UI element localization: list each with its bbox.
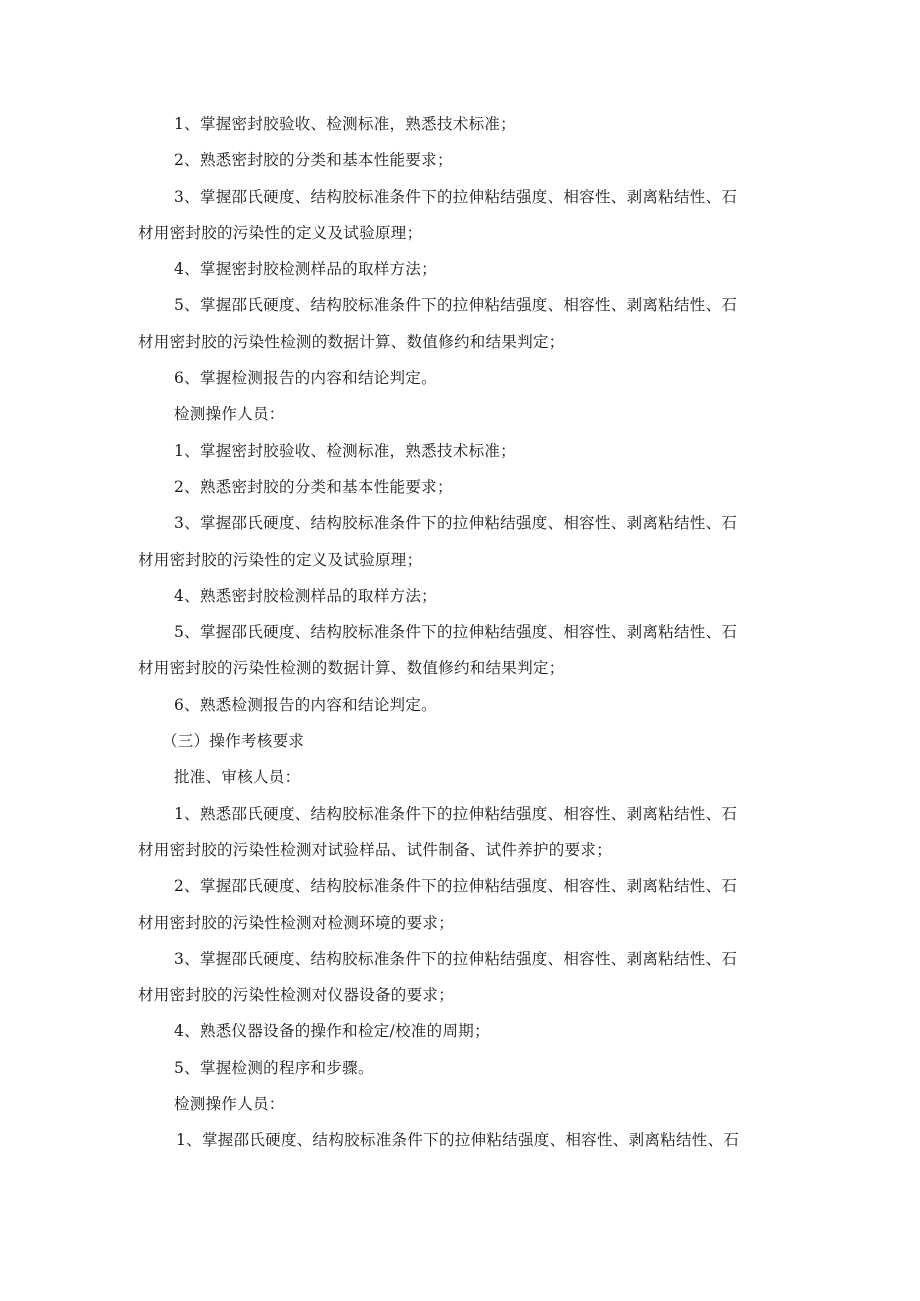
text-line: 1、掌握邵氏硬度、结构胶标准条件下的拉伸粘结强度、相容性、剥离粘结性、石	[176, 1131, 740, 1150]
text-line: 材用密封胶的污染性的定义及试验原理；	[138, 223, 423, 242]
text-line: 6、熟悉检测报告的内容和结论判定。	[174, 695, 437, 714]
text-line: 材用密封胶的污染性的定义及试验原理；	[138, 550, 423, 569]
text-line: 3、掌握邵氏硬度、结构胶标准条件下的拉伸粘结强度、相容性、剥离粘结性、石	[174, 949, 738, 968]
text-line: 1、掌握密封胶验收、检测标准，熟悉技术标准；	[174, 115, 516, 133]
text-line: 5、掌握邵氏硬度、结构胶标准条件下的拉伸粘结强度、相容性、剥离粘结性、石	[174, 296, 738, 315]
section-label: 批准、审核人员：	[174, 768, 301, 787]
text-line: 材用密封胶的污染性检测对试验样品、试件制备、试件养护的要求；	[138, 840, 613, 859]
text-line: 2、熟悉密封胶的分类和基本性能要求；	[174, 477, 453, 496]
text-line: 5、掌握检测的程序和步骤。	[174, 1058, 374, 1077]
section-heading: （三）操作考核要求	[162, 732, 305, 751]
text-line: 2、掌握邵氏硬度、结构胶标准条件下的拉伸粘结强度、相容性、剥离粘结性、石	[174, 877, 738, 896]
text-line: 2、熟悉密封胶的分类和基本性能要求；	[174, 151, 453, 170]
text-line: 材用密封胶的污染性检测的数据计算、数值修约和结果判定；	[138, 332, 565, 351]
text-line: 6、掌握检测报告的内容和结论判定。	[174, 369, 437, 388]
section-label: 检测操作人员：	[174, 1095, 285, 1114]
section-label: 检测操作人员：	[174, 405, 285, 424]
text-line: 4、掌握密封胶检测样品的取样方法；	[174, 260, 437, 279]
text-line: 5、掌握邵氏硬度、结构胶标准条件下的拉伸粘结强度、相容性、剥离粘结性、石	[174, 623, 738, 642]
text-line: 材用密封胶的污染性检测对检测环境的要求；	[138, 913, 455, 932]
text-line: 4、熟悉仪器设备的操作和检定/校准的周期；	[174, 1022, 490, 1041]
text-line: 材用密封胶的污染性检测对仪器设备的要求；	[138, 986, 455, 1005]
text-line: 1、掌握密封胶验收、检测标准，熟悉技术标准；	[174, 441, 516, 460]
text-line: 材用密封胶的污染性检测的数据计算、数值修约和结果判定；	[138, 659, 565, 678]
text-line: 1、熟悉邵氏硬度、结构胶标准条件下的拉伸粘结强度、相容性、剥离粘结性、石	[174, 804, 738, 823]
document-body	[138, 106, 782, 1159]
text-line: 3、掌握邵氏硬度、结构胶标准条件下的拉伸粘结强度、相容性、剥离粘结性、石	[174, 514, 738, 533]
text-line: 4、熟悉密封胶检测样品的取样方法；	[174, 586, 437, 605]
text-line: 3、掌握邵氏硬度、结构胶标准条件下的拉伸粘结强度、相容性、剥离粘结性、石	[174, 187, 738, 206]
